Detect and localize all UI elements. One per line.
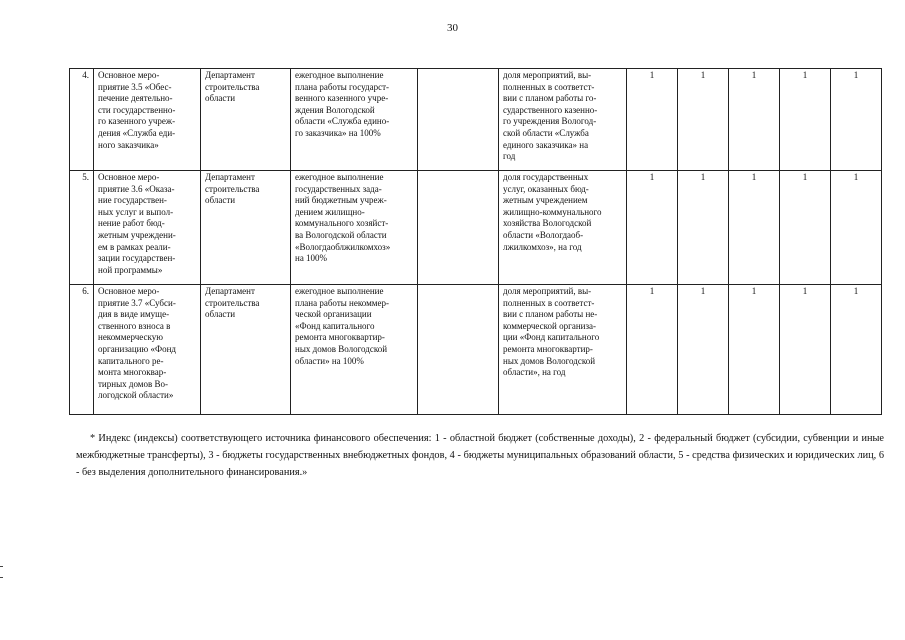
program-events-table (69, 68, 882, 415)
scan-edge-mark (0, 566, 3, 578)
indicator-value: 1 (831, 171, 882, 285)
indicator-value: 1 (831, 69, 882, 171)
table-row (70, 285, 882, 415)
funding-source (418, 69, 499, 171)
responsible-executor: Департамент строительства области (201, 285, 291, 415)
event-name: Основное меро- приятие 3.6 «Оказа- ние государствен- ных услуг и выпол- нение работ бюд- жетным учреждени- ем в рамках реали- зации государствен- ной программы» (94, 171, 201, 285)
indicator-value: 1 (780, 285, 831, 415)
expected-result: ежегодное выполнение плана работы государст- венного казенного учре- ждения Вологодской области «Служба едино- го заказчика» на 100% (291, 69, 418, 171)
responsible-executor: Департамент строительства области (201, 171, 291, 285)
indicator-value: 1 (729, 69, 780, 171)
indicator: доля мероприятий, вы- полненных в соответст- вии с планом работы го- сударственного казенно- го учреждения Вологод- ской области «Служба единого заказчика» на год (499, 69, 627, 171)
table-row (70, 69, 882, 171)
row-number: 5. (70, 171, 94, 285)
footnote: * Индекс (индексы) соответствующего источника финансового обеспечения: 1 - областной бюджет (собственные доходы), 2 - федеральный бюджет (субсидии, субвенции и иные межбюджетные трансферты), 3 - бюджеты государственных внебюджетных фондов, 4 - бюджеты муниципальных образований области, 5 - средства физических и юридических лиц, 6 - без выделения дополнительного финансирования.» (76, 433, 884, 478)
indicator-value: 1 (678, 171, 729, 285)
indicator-value: 1 (678, 69, 729, 171)
expected-result: ежегодное выполнение плана работы некоммер- ческой организации «Фонд капитального ремонта многоквартир- ных домов Вологодской области» на 100% (291, 285, 418, 415)
indicator: доля государственных услуг, оказанных бюд- жетным учреждением жилищно-коммунального хозяйства Вологодской области «Вологдаоб- лжилкомхоз», на год (499, 171, 627, 285)
funding-source (418, 285, 499, 415)
indicator: доля мероприятий, вы- полненных в соответст- вии с планом работы не- коммерческой организа- ции «Фонд капитального ремонта многоквартир- ных домов Вологодской области», на год (499, 285, 627, 415)
funding-source (418, 171, 499, 285)
row-number: 4. (70, 69, 94, 171)
indicator-value: 1 (729, 171, 780, 285)
indicator-value: 1 (729, 285, 780, 415)
event-name: Основное меро- приятие 3.7 «Субси- дия в виде имуще- ственного взноса в некоммерческую организацию «Фонд капитального ре- монта многоквар- тирных домов Во- логодской области» (94, 285, 201, 415)
indicator-value: 1 (780, 171, 831, 285)
event-name: Основное меро- приятие 3.5 «Обес- печение деятельно- сти государственно- го казенного учреж- дения «Служба еди- ного заказчика» (94, 69, 201, 171)
indicator-value: 1 (627, 69, 678, 171)
row-number: 6. (70, 285, 94, 415)
page-number: 30 (447, 22, 458, 34)
indicator-value: 1 (780, 69, 831, 171)
expected-result: ежегодное выполнение государственных зада- ний бюджетным учреж- дением жилищно- коммунального хозяйст- ва Вологодской области «Вологдаоблжилкомхоз» на 100% (291, 171, 418, 285)
indicator-value: 1 (678, 285, 729, 415)
responsible-executor: Департамент строительства области (201, 69, 291, 171)
indicator-value: 1 (627, 285, 678, 415)
indicator-value: 1 (831, 285, 882, 415)
table-row (70, 171, 882, 285)
indicator-value: 1 (627, 171, 678, 285)
